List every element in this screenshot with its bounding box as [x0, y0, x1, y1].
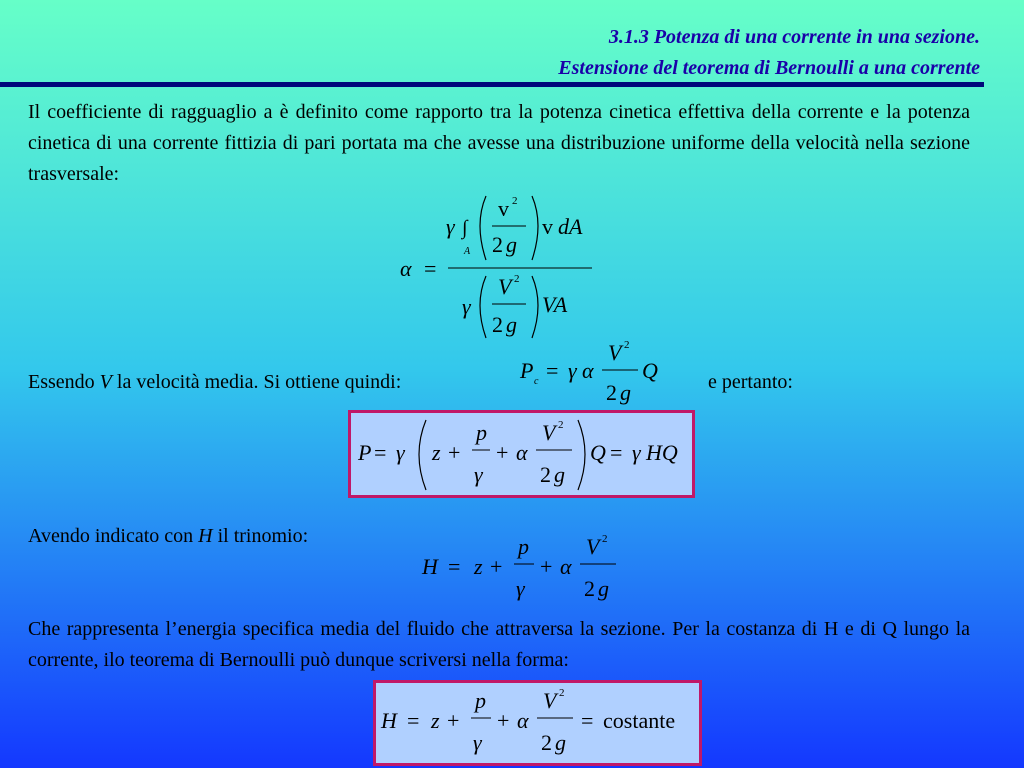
- svg-text:P: P: [358, 440, 372, 465]
- intro-paragraph: Il coefficiente di ragguaglio a è definito come rapporto tra la potenza cinetica effettiva della corrente e la potenza cinetica di una corrente fittizia di pari portata ma che avesse una distribuzione uniforme della velocità nella sezione trasversale:: [28, 101, 970, 185]
- svg-text:p: p: [518, 534, 529, 559]
- title-divider: [0, 82, 984, 87]
- svg-text:2: 2: [540, 462, 551, 487]
- svg-text:γ: γ: [516, 576, 525, 601]
- svg-text:2: 2: [559, 687, 565, 699]
- svg-text:=: =: [374, 440, 387, 465]
- svg-text:=: =: [448, 554, 461, 579]
- formula-gamma: γ: [446, 214, 455, 239]
- svg-text:+: +: [496, 440, 509, 465]
- svg-text:+: +: [497, 708, 510, 733]
- formula-g: g: [506, 232, 517, 257]
- svg-text:V: V: [586, 534, 600, 559]
- h-trinomial-formula: [420, 532, 620, 608]
- svg-text:c: c: [534, 376, 539, 387]
- svg-text:2: 2: [584, 576, 595, 601]
- svg-text:HQ: HQ: [646, 440, 678, 465]
- svg-text:=: =: [407, 708, 420, 733]
- formula-two: 2: [492, 232, 503, 257]
- formula-v: v: [498, 196, 509, 221]
- formula-VA: VA: [542, 292, 568, 317]
- svg-text:V: V: [608, 340, 622, 365]
- svg-text:2: 2: [602, 533, 608, 545]
- svg-text:γ: γ: [396, 440, 405, 465]
- svg-text:V: V: [542, 420, 556, 445]
- svg-text:2: 2: [624, 339, 630, 351]
- power-formula: [350, 412, 693, 496]
- svg-text:V: V: [543, 688, 557, 713]
- svg-text:+: +: [447, 708, 460, 733]
- e-pertanto: e pertanto:: [708, 371, 793, 393]
- svg-text:g: g: [598, 576, 609, 601]
- bernoulli-formula: [375, 682, 700, 764]
- formula-gamma-den: γ: [462, 294, 471, 319]
- svg-text:+: +: [490, 554, 503, 579]
- svg-text:Q: Q: [590, 440, 606, 465]
- essendo-V: V: [99, 371, 112, 393]
- formula-g-den: g: [506, 312, 517, 337]
- svg-text:α: α: [560, 554, 572, 579]
- title-line-1: 3.1.3 Potenza di una corrente in una sezione.: [608, 26, 980, 48]
- svg-text:2: 2: [541, 730, 552, 755]
- bernoulli-paragraph: Che rappresenta l’energia specifica media del fluido che attraversa la sezione. Per la costanza di H e di Q lungo la corrente, ilo teorema di Bernoulli può dunque scriversi nella forma:: [28, 618, 970, 671]
- avendo-H: H: [198, 525, 213, 547]
- svg-text:+: +: [540, 554, 553, 579]
- svg-text:g: g: [554, 462, 565, 487]
- formula-v2: v: [542, 214, 553, 239]
- svg-text:H: H: [422, 554, 438, 579]
- formula-v-exp: 2: [512, 195, 518, 207]
- svg-text:p: p: [476, 420, 487, 445]
- svg-text:Q: Q: [642, 358, 658, 383]
- svg-text:2: 2: [558, 419, 564, 431]
- svg-text:p: p: [475, 688, 486, 713]
- svg-text:=: =: [581, 708, 594, 733]
- svg-text:α: α: [582, 358, 594, 383]
- svg-text:α: α: [516, 440, 528, 465]
- slide-title: [558, 22, 980, 84]
- svg-text:z: z: [431, 708, 440, 733]
- formula-eq: =: [424, 256, 437, 281]
- svg-text:γ: γ: [632, 440, 641, 465]
- svg-text:γ: γ: [568, 358, 577, 383]
- svg-text:z: z: [432, 440, 441, 465]
- svg-text:=: =: [610, 440, 623, 465]
- svg-text:γ: γ: [473, 730, 482, 755]
- svg-text:+: +: [448, 440, 461, 465]
- formula-V-den-exp: 2: [514, 273, 520, 285]
- svg-text:=: =: [546, 358, 559, 383]
- formula-integral-sub: A: [464, 246, 471, 257]
- essendo-line: Essendo V la velocità media. Si ottiene quindi:: [28, 371, 402, 393]
- svg-text:α: α: [517, 708, 529, 733]
- pc-formula: [516, 336, 676, 414]
- svg-text:g: g: [620, 380, 631, 405]
- svg-text:z: z: [474, 554, 483, 579]
- svg-text:costante: costante: [603, 708, 676, 733]
- title-line-2: Estensione del teorema di Bernoulli a una corrente: [558, 57, 980, 79]
- svg-text:2: 2: [606, 380, 617, 405]
- svg-text:P: P: [520, 358, 534, 383]
- alpha-definition-formula: [392, 186, 602, 346]
- svg-text:H: H: [381, 708, 397, 733]
- formula-integral: ∫: [462, 217, 468, 239]
- formula-alpha: α: [400, 256, 412, 281]
- avendo-line: Avendo indicato con H il trinomio:: [28, 525, 309, 547]
- formula-two-den: 2: [492, 312, 503, 337]
- svg-text:γ: γ: [474, 462, 483, 487]
- formula-V-den: V: [498, 274, 512, 299]
- svg-text:g: g: [555, 730, 566, 755]
- formula-dA: dA: [558, 214, 583, 239]
